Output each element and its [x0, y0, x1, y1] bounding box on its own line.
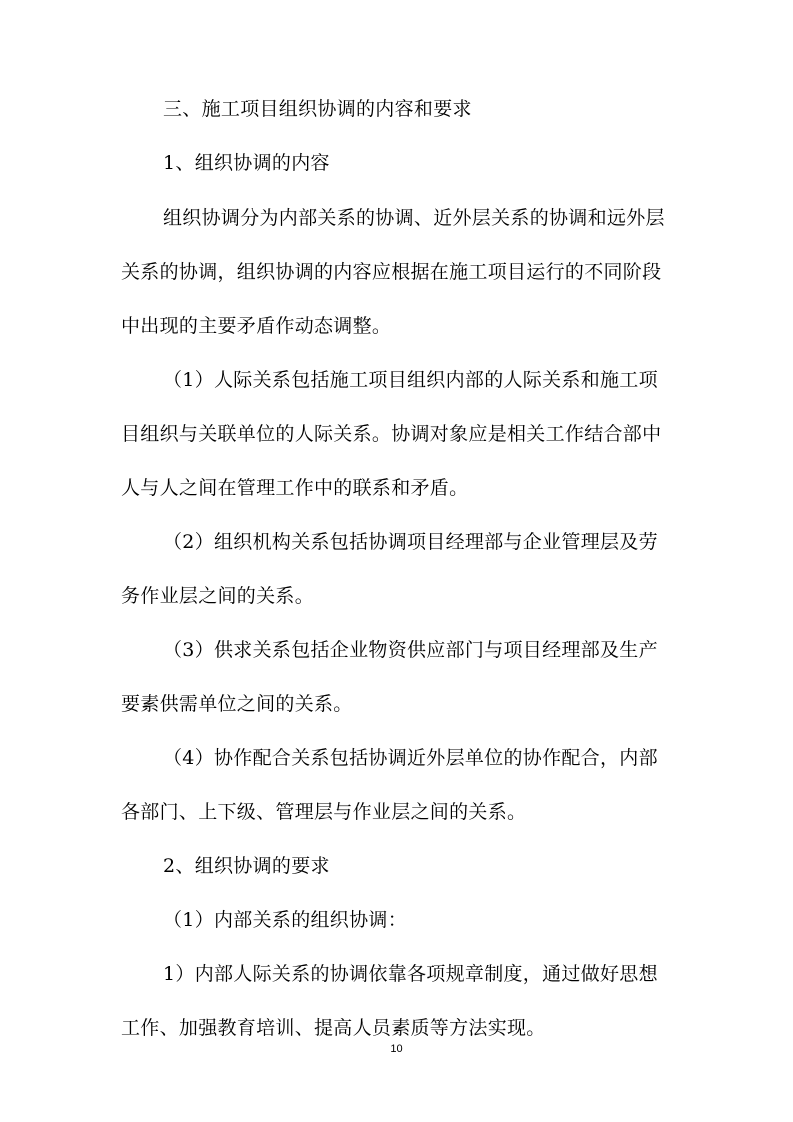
paragraph-line: 1）内部人际关系的协调依靠各项规章制度，通过做好思想: [163, 963, 658, 985]
subsection-heading: 1、组织协调的内容: [163, 152, 330, 174]
section-heading: 三、施工项目组织协调的内容和要求: [163, 98, 472, 120]
paragraph-line: 工作、加强教育培训、提高人员素质等方法实现。: [121, 1017, 546, 1039]
paragraph-line: （1）内部关系的组织协调：: [163, 909, 407, 931]
paragraph-line: （4）协作配合关系包括协调近外层单位的协作配合，内部: [163, 747, 658, 769]
page-number: 10: [390, 1043, 403, 1055]
paragraph-line: 人与人之间在管理工作中的联系和矛盾。: [121, 477, 469, 499]
paragraph-line: （1）人际关系包括施工项目组织内部的人际关系和施工项: [163, 369, 658, 391]
paragraph-line: 务作业层之间的关系。: [121, 585, 315, 607]
paragraph-line: 组织协调分为内部关系的协调、近外层关系的协调和远外层: [163, 207, 665, 229]
subsection-heading: 2、组织协调的要求: [163, 855, 330, 877]
paragraph-line: （2）组织机构关系包括协调项目经理部与企业管理层及劳: [163, 531, 658, 553]
paragraph-line: （3）供求关系包括企业物资供应部门与项目经理部及生产: [163, 639, 658, 661]
paragraph-line: 要素供需单位之间的关系。: [121, 693, 353, 715]
paragraph-line: 关系的协调，组织协调的内容应根据在施工项目运行的不同阶段: [121, 261, 662, 283]
paragraph-line: 目组织与关联单位的人际关系。协调对象应是相关工作结合部中: [121, 423, 662, 445]
paragraph-line: 各部门、上下级、管理层与作业层之间的关系。: [121, 801, 527, 823]
paragraph-line: 中出现的主要矛盾作动态调整。: [121, 315, 392, 337]
